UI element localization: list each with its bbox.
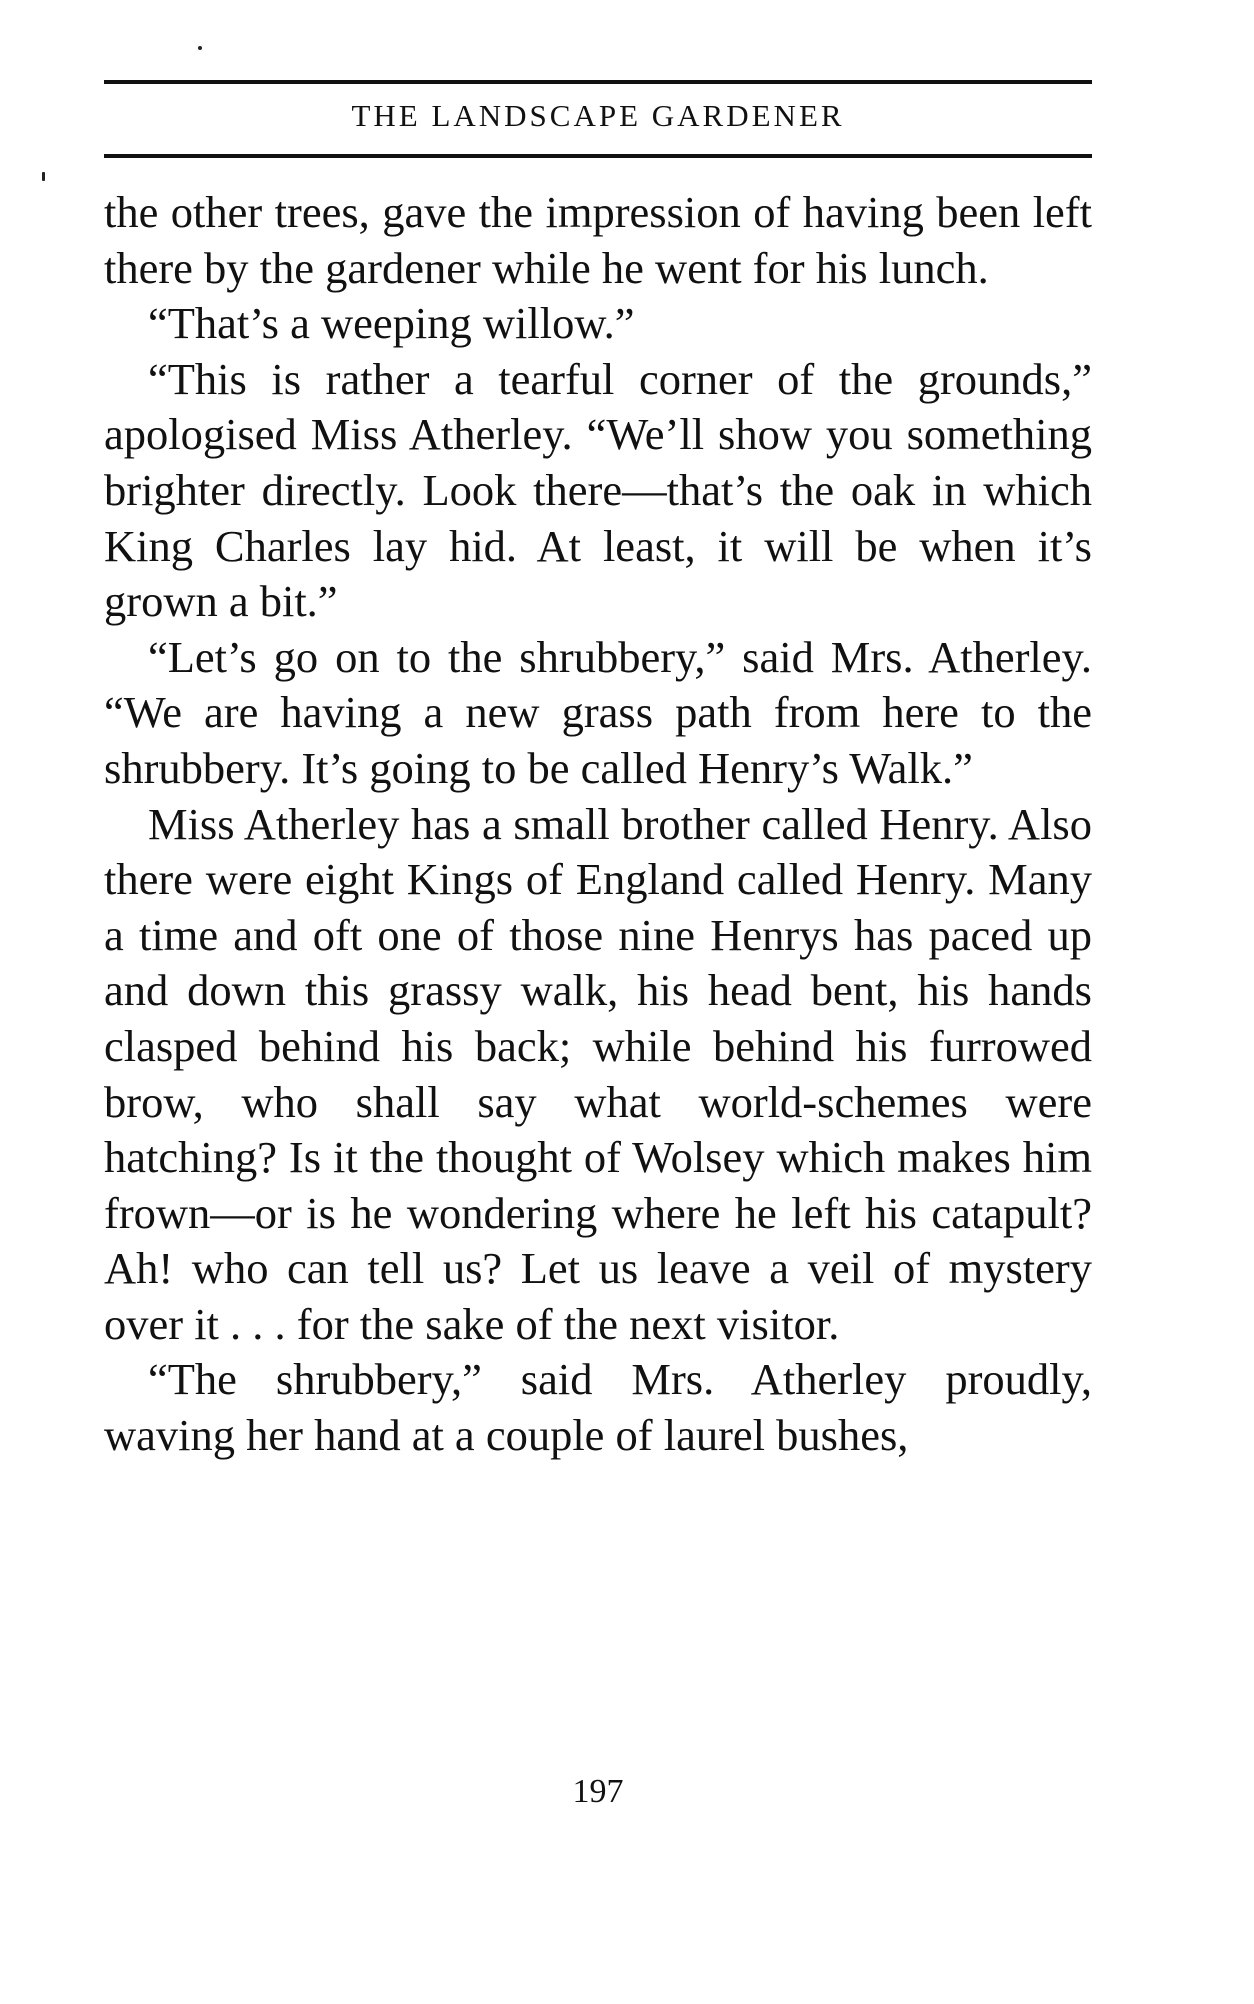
header-rule-top bbox=[104, 80, 1092, 84]
ink-speck bbox=[42, 172, 45, 181]
page-number: 197 bbox=[572, 1773, 624, 1810]
paragraph: Miss Atherley has a small brother called Henry. Also there were eight Kings of England called Henry. Many a time and oft one of those nine Henrys has paced up and down this grassy walk, his head bent, his hands clasped behind his back; while behind his furrowed brow, who shall say what world-schemes were hatching? Is it the thought of Wolsey which makes him frown—or is he wondering where he left his catapult? Ah! who can tell us? Let us leave a veil of mystery over it . . . for the sake of the next visitor. bbox=[104, 798, 1092, 1349]
body-text bbox=[104, 185, 1092, 1464]
paragraph: “That’s a weeping willow.” bbox=[148, 298, 635, 349]
running-head: THE LANDSCAPE GARDENER bbox=[351, 98, 845, 133]
header-rule-bottom bbox=[104, 154, 1092, 158]
ink-speck bbox=[198, 46, 202, 50]
paragraph: “The shrubbery,” said Mrs. Atherley proudly, waving her hand at a couple of laurel bushes, bbox=[104, 1354, 1092, 1461]
paragraph: the other trees, gave the impression of having been left there by the gardener while he went for his lunch. bbox=[104, 187, 1092, 293]
paragraph: “This is rather a tearful corner of the grounds,” apologised Miss Atherley. “We’ll show you something brighter directly. Look there—that’s the oak in which King Charles lay hid. At least, it will be when it’s grown a bit.” bbox=[104, 353, 1092, 627]
paragraph: “Let’s go on to the shrubbery,” said Mrs. Atherley. “We are having a new grass path from here to the shrubbery. It’s going to be called Henry’s Walk.” bbox=[104, 631, 1092, 793]
